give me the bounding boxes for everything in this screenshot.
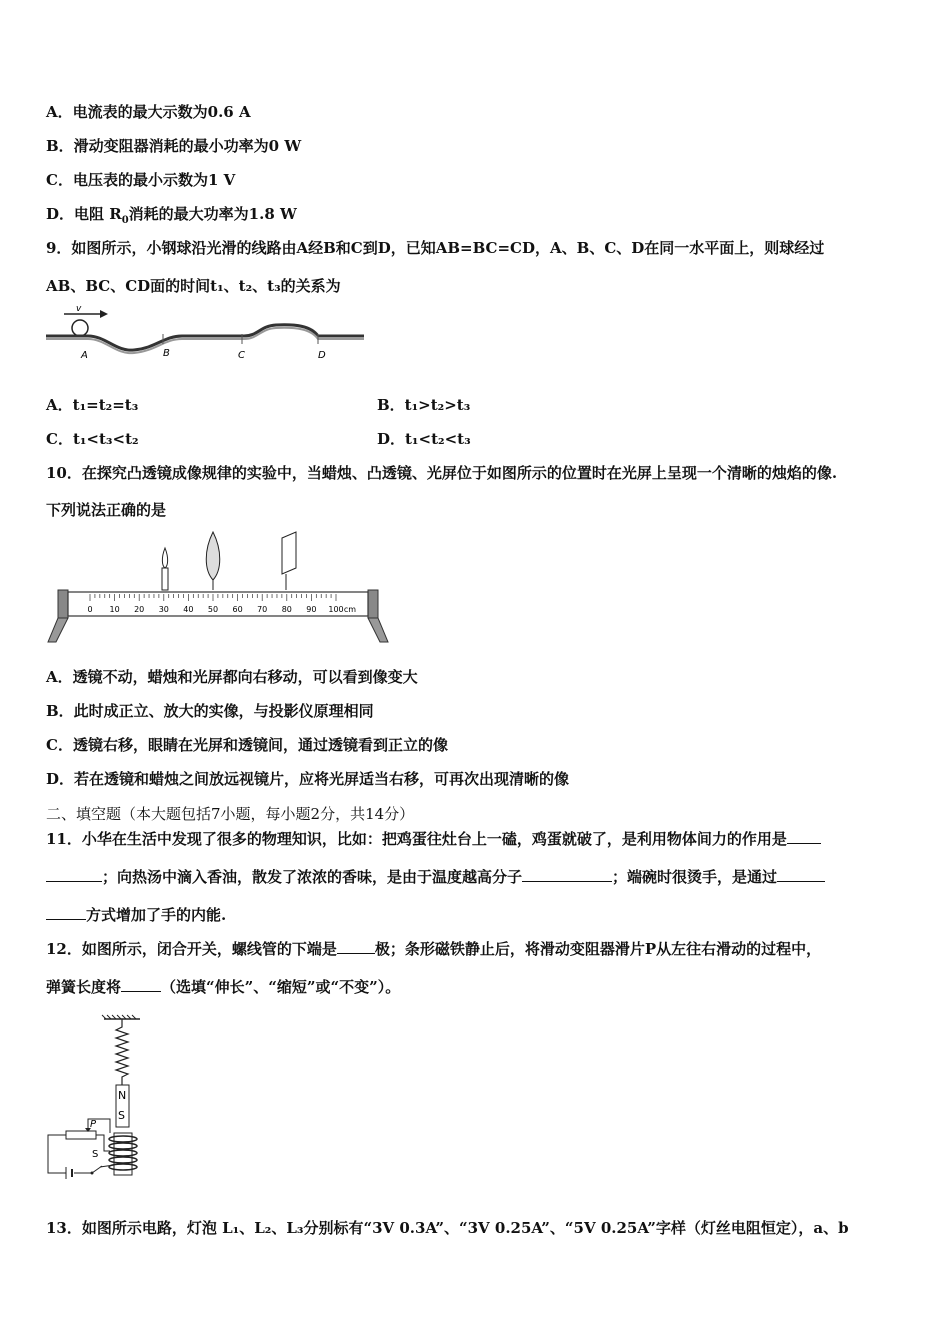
bench-left-leg	[48, 618, 68, 642]
q11-line2	[46, 867, 825, 887]
q8-option-d	[46, 204, 297, 231]
ruler-tick-label: 100	[328, 605, 344, 614]
ruler-tick-label: 40	[183, 605, 194, 614]
ruler-tick-label: 20	[134, 605, 145, 614]
q9-label-a: A	[81, 350, 88, 361]
q8-option-b: B．滑动变阻器消耗的最小功率为0 W	[46, 137, 302, 155]
q11-line2-text-b: ；端碗时很烫手，是通过	[612, 868, 778, 886]
q11-line1	[46, 829, 821, 849]
slider-label-p: P	[90, 1119, 97, 1130]
q9-track-figure	[46, 306, 366, 366]
ruler-tick-label: 70	[257, 605, 268, 614]
q11-blank-1[interactable]	[787, 829, 821, 844]
q9-option-d: D．t₁<t₂<t₃	[377, 430, 471, 448]
q11-blank-3[interactable]	[777, 867, 825, 882]
q11-blank-3-cont[interactable]	[46, 905, 86, 920]
ruler-tick-label: 30	[158, 605, 169, 614]
solenoid-coil	[109, 1133, 137, 1175]
candle-icon	[162, 548, 168, 590]
ruler-tick-label: 0	[87, 605, 93, 614]
ruler-tick-label: 60	[232, 605, 243, 614]
q11-line1-text: 11．小华在生活中发现了很多的物理知识，比如：把鸡蛋往灶台上一磕，鸡蛋就破了，是利用物体间力的作用是	[46, 830, 787, 848]
ruler-tick-label: 10	[109, 605, 120, 614]
q10-option-c: C．透镜右移，眼睛在光屏和透镜间，通过透镜看到正立的像	[46, 736, 448, 754]
q9-steel-ball	[72, 320, 88, 336]
convex-lens-icon	[206, 532, 220, 590]
q8-option-d-prefix: D．电阻 R	[46, 205, 122, 223]
ruler-tick-label: cm	[343, 605, 357, 614]
q13-line1: 13．如图所示电路，灯泡 L₁、L₂、L₃分别标有“3V 0.3A”、“3V 0.25A”、“5V 0.25A”字样（灯丝电阻恒定），a、b	[46, 1219, 849, 1237]
switch-icon	[91, 1166, 103, 1175]
q12-line1-text-a: 12．如图所示，闭合开关，螺线管的下端是	[46, 940, 337, 958]
q10-option-a: A．透镜不动，蜡烛和光屏都向右移动，可以看到像变大	[46, 668, 418, 686]
q9-label-c: C	[238, 350, 245, 361]
q10-option-d: D．若在透镜和蜡烛之间放远视镜片，应将光屏适当右移，可再次出现清晰的像	[46, 770, 570, 788]
section2-title: 二、填空题（本大题包括7小题，每小题2分，共14分）	[46, 805, 415, 823]
q8-option-d-subscript: 0	[121, 215, 129, 226]
q10-stem-line2: 下列说法正确的是	[46, 501, 167, 519]
q12-blank-2[interactable]	[121, 977, 161, 992]
bench-left-post	[58, 590, 68, 618]
bench-right-leg	[368, 618, 388, 642]
q9-stem-line1: 9．如图所示，小钢球沿光滑的线路由A经B和C到D，已知AB=BC=CD，A、B、C、D在同一水平面上，则球经过	[46, 239, 825, 257]
switch-label-s: S	[92, 1149, 99, 1160]
q9-stem-line2: AB、BC、CD面的时间t₁、t₂、t₃的关系为	[46, 277, 341, 295]
q12-line1	[46, 939, 821, 959]
q12-electromagnet-figure	[44, 1015, 154, 1180]
q9-label-b: B	[163, 348, 170, 359]
magnet-label-n: N	[118, 1089, 127, 1102]
q10-optical-bench-figure	[46, 530, 391, 645]
q11-line3	[46, 905, 226, 925]
q9-velocity-arrow	[64, 310, 108, 318]
magnet-label-s: S	[118, 1109, 125, 1122]
q12-blank-1[interactable]	[337, 939, 375, 954]
q8-option-c: C．电压表的最小示数为1 V	[46, 171, 236, 189]
q11-line3-text: 方式增加了手的内能.	[86, 906, 227, 924]
circuit-wires	[48, 1119, 114, 1173]
ruler-tick-label: 90	[306, 605, 317, 614]
q9-option-b: B．t₁>t₂>t₃	[377, 396, 471, 414]
ruler-tick-label: 80	[281, 605, 292, 614]
q9-label-d: D	[318, 350, 326, 361]
ceiling-support	[102, 1015, 140, 1019]
q11-line2-text-a: ；向热汤中滴入香油，散发了浓浓的香味，是由于温度越高分子	[102, 868, 523, 886]
q8-option-d-suffix: 消耗的最大功率为1.8 W	[128, 205, 297, 223]
q11-blank-2[interactable]	[522, 867, 612, 882]
q8-option-a: A．电流表的最大示数为0.6 A	[46, 103, 251, 121]
q10-stem-line1: 10．在探究凸透镜成像规律的实验中，当蜡烛、凸透镜、光屏位于如图所示的位置时在光屏上呈现一个清晰的烛焰的像.	[46, 464, 838, 482]
q10-option-b: B．此时成正立、放大的实像，与投影仪原理相同	[46, 702, 374, 720]
q12-line2-text-b: （选填“伸长”、“缩短”或“不变”）。	[161, 978, 401, 996]
q12-line2-text-a: 弹簧长度将	[46, 978, 122, 996]
spring	[116, 1019, 128, 1085]
q11-blank-1-cont[interactable]	[46, 867, 102, 882]
battery-icon	[66, 1167, 72, 1179]
q12-line2	[46, 977, 400, 997]
light-screen-icon	[282, 532, 296, 590]
q9-option-c: C．t₁<t₃<t₂	[46, 430, 139, 448]
q12-line1-text-b: 极；条形磁铁静止后，将滑动变阻器滑片P从左往右滑动的过程中，	[374, 940, 822, 958]
bench-right-post	[368, 590, 378, 618]
ruler-tick-label: 50	[207, 605, 219, 614]
rheostat	[66, 1131, 96, 1139]
q9-option-a: A．t₁=t₂=t₃	[46, 396, 139, 414]
q9-label-v: v	[76, 304, 82, 314]
